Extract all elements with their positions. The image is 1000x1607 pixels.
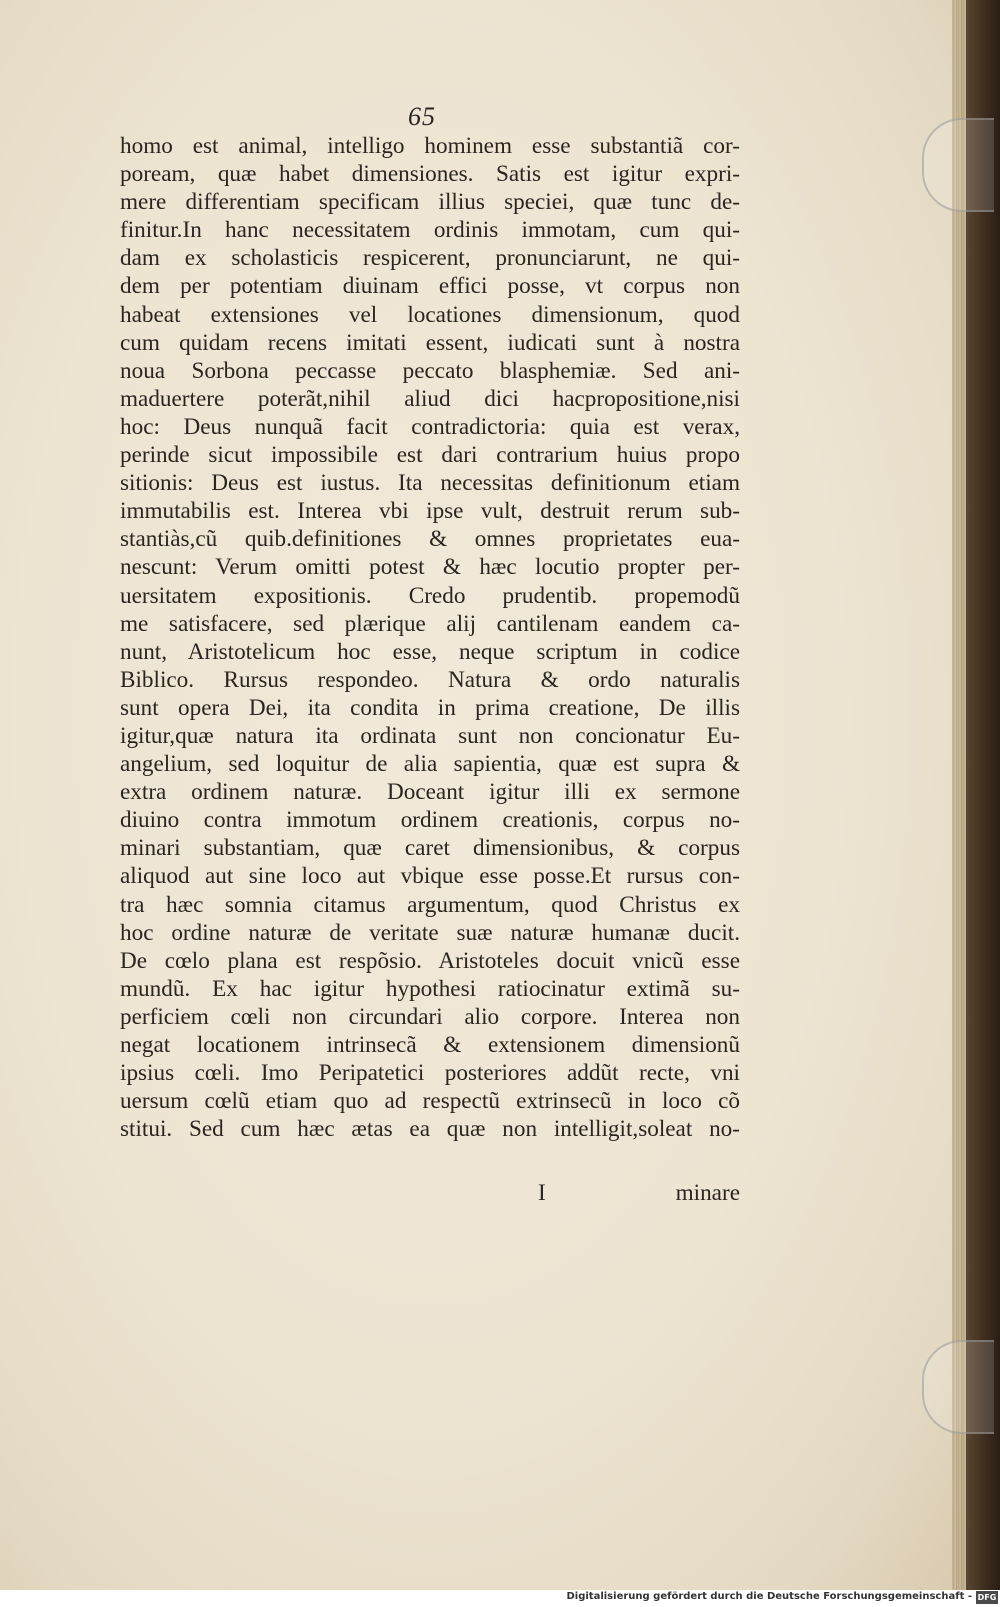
text-line: Biblico. Rursus respondeo. Natura & ordo naturalis — [120, 666, 740, 693]
text-line: me satisfacere, sed plærique alij cantilenam eandem ca- — [120, 610, 740, 637]
text-line: diuino contra immotum ordinem creationis, corpus no- — [120, 807, 740, 834]
text-line: perficiem cœli non circundari alio corpore. Interea non — [120, 1003, 740, 1030]
dfg-logo: DFG — [977, 1593, 997, 1602]
text-line: maduertere poterãt,nihil aliud dici hacpropositione,nisi — [120, 385, 740, 412]
text-line: uersum cœlũ etiam quo ad respectũ extrinsecũ in loco cõ — [120, 1088, 740, 1115]
text-line: igitur,quæ natura ita ordinata sunt non concionatur Eu- — [120, 722, 740, 749]
body-text — [120, 132, 740, 1143]
text-line: homo est animal, intelligo hominem esse substantiã cor- — [120, 133, 740, 159]
text-line: tra hæc somnia citamus argumentum, quod Christus ex — [120, 891, 740, 918]
text-line: dam ex scholasticis respicerent, pronunciarunt, ne qui- — [120, 245, 740, 272]
text-line: sitionis: Deus est iustus. Ita necessitas definitionum etiam — [120, 470, 740, 497]
text-line: stantiàs,cũ quib.definitiones & omnes proprietates eua- — [120, 526, 740, 553]
clip-icon — [922, 1340, 994, 1434]
text-line: extra ordinem naturæ. Doceant igitur illi ex sermone — [120, 779, 740, 806]
clip-icon — [922, 118, 994, 212]
text-line: hoc: Deus nunquã facit contradictoria: quia est verax, — [120, 413, 740, 440]
text-line: De cœlo plana est respõsio. Aristoteles docuit vnicũ esse — [120, 947, 740, 974]
text-line: mundũ. Ex hac igitur hypothesi ratiocinatur extimã su- — [120, 975, 740, 1002]
text-line: uersitatem expositionis. Credo prudentib. propemodũ — [120, 582, 740, 609]
text-line: negat locationem intrinsecã & extensionem dimensionũ — [120, 1032, 740, 1058]
text-line: aliquod aut sine loco aut vbique esse posse.Et rursus con- — [120, 863, 740, 890]
text-line: noua Sorbona peccasse peccato blasphemiæ. Sed ani- — [120, 357, 740, 384]
catchword: minare — [675, 1180, 740, 1206]
catchword-row — [120, 1180, 740, 1210]
text-line: cum quidam recens imitati essent, iudicati sunt à nostra — [120, 329, 740, 356]
text-line: nescunt: Verum omitti potest & hæc locutio propter per- — [120, 554, 740, 581]
text-line: nunt, Aristotelicum hoc esse, neque scriptum in codice — [120, 638, 740, 665]
text-line: minari substantiam, quæ caret dimensionibus, & corpus — [120, 835, 740, 862]
text-line: perinde sicut impossibile est dari contrarium huius propo — [120, 442, 740, 469]
text-line: finitur.In hanc necessitatem ordinis immotam, cum qui- — [120, 217, 740, 244]
text-line: ipsius cœli. Imo Peripatetici posteriores addũt recte, vni — [120, 1060, 740, 1087]
text-line: angelium, sed loquitur de alia sapientia, quæ est supra & — [120, 751, 740, 778]
text-line: hoc ordine naturæ de veritate suæ naturæ humanæ ducit. — [120, 919, 740, 946]
text-line: stitui. Sed cum hæc ætas ea quæ non intelligit,soleat no- — [120, 1116, 740, 1143]
page-number: 65 — [408, 102, 436, 131]
text-line: immutabilis est. Interea vbi ipse vult, destruit rerum sub- — [120, 498, 740, 525]
text-line: mere differentiam specificam illius speciei, quæ tunc de- — [120, 189, 740, 216]
signature-mark: I — [538, 1180, 546, 1206]
text-line: habeat extensiones vel locationes dimensionum, quod — [120, 301, 740, 328]
footer-credit: Digitalisierung gefördert durch die Deutsche Forschungsgemeinschaft - — [566, 1591, 972, 1602]
text-line: dem per potentiam diuinam effici posse, vt corpus non — [120, 273, 740, 300]
text-line: sunt opera Dei, ita condita in prima creatione, De illis — [120, 694, 740, 721]
text-line: poream, quæ habet dimensiones. Satis est igitur expri- — [120, 161, 740, 188]
